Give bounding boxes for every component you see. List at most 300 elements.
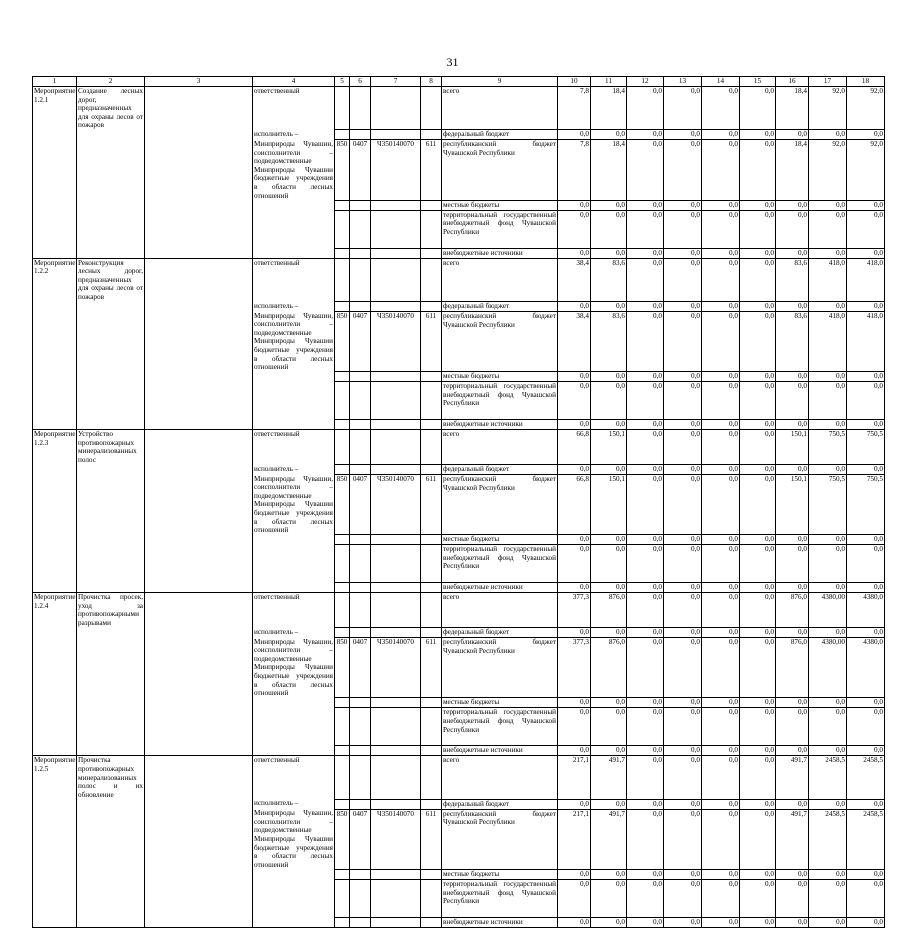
table-row [33, 545, 885, 583]
activity-code [33, 535, 77, 545]
table-row [33, 312, 885, 372]
amount-cell: 0,0 [558, 372, 591, 382]
empty-cell [145, 200, 253, 210]
amount-cell: 0,0 [591, 799, 627, 809]
amount-cell: 0,0 [664, 799, 702, 809]
activity-name [77, 210, 145, 248]
empty-cell [145, 583, 253, 593]
table-row [33, 302, 885, 312]
amount-cell: 0,0 [702, 258, 740, 301]
column-number: 11 [591, 77, 627, 87]
amount-cell: 0,0 [740, 799, 776, 809]
budget-code-rzpr [350, 593, 371, 628]
amount-cell: 0,0 [776, 698, 809, 708]
budget-code-csr [371, 302, 421, 312]
activity-code [33, 698, 77, 708]
table-row [33, 756, 885, 799]
budget-code-rzpr [350, 545, 371, 583]
amount-cell: 0,0 [847, 708, 885, 746]
amount-cell: 750,5 [809, 430, 847, 465]
amount-cell: 0,0 [847, 583, 885, 593]
activity-name: Создание лесных дорог, предназначенных для охраны лесов от пожаров [78, 87, 143, 130]
amount-cell: 0,0 [627, 628, 664, 638]
budget-code-grbs [335, 200, 350, 210]
budget-code-rzpr [350, 372, 371, 382]
financing-source: местные бюджеты [442, 372, 558, 382]
table-row [33, 140, 885, 200]
amount-cell: 0,0 [627, 140, 664, 200]
executor: ответственный [253, 430, 335, 465]
amount-cell: 0,0 [809, 545, 847, 583]
amount-cell: 0,0 [740, 465, 776, 475]
amount-cell: 0,0 [591, 879, 627, 917]
empty-cell [145, 312, 253, 372]
amount-cell: 0,0 [627, 698, 664, 708]
budget-code-rzpr [350, 130, 371, 140]
financing-source: внебюджетные источники [442, 583, 558, 593]
activity-name [77, 200, 145, 210]
activity-name [77, 708, 145, 746]
financing-source: всего [442, 756, 558, 799]
table-row [33, 210, 885, 248]
budget-code-grbs [335, 746, 350, 756]
amount-cell: 2458,5 [847, 809, 885, 869]
amount-cell: 0,0 [664, 130, 702, 140]
amount-cell: 0,0 [702, 535, 740, 545]
activity-code: Мероприятие 1.2.2 [33, 258, 77, 301]
amount-cell: 0,0 [740, 869, 776, 879]
activity-code [33, 799, 77, 809]
budget-code-grbs [335, 917, 350, 927]
activity-code [33, 312, 77, 372]
column-number: 4 [253, 77, 335, 87]
budget-code-rzpr [350, 698, 371, 708]
amount-cell: 0,0 [664, 475, 702, 535]
budget-code-vr [421, 465, 442, 475]
financing-source: территориальный государственный внебюджетный фонд Чувашской Республики [442, 879, 558, 917]
amount-cell: 0,0 [664, 879, 702, 917]
amount-cell: 0,0 [627, 312, 664, 372]
amount-cell: 0,0 [809, 583, 847, 593]
table-row [33, 258, 885, 301]
budget-code-csr [371, 593, 421, 628]
amount-cell: 0,0 [740, 248, 776, 258]
budget-code-vr [421, 200, 442, 210]
amount-cell: 0,0 [627, 583, 664, 593]
budget-code-csr [371, 200, 421, 210]
amount-cell: 0,0 [664, 140, 702, 200]
column-number: 13 [664, 77, 702, 87]
amount-cell: 18,4 [591, 87, 627, 130]
empty-cell [145, 130, 253, 140]
amount-cell: 0,0 [740, 258, 776, 301]
activity-code [33, 302, 77, 312]
budget-code-rzpr: 0407 [350, 312, 371, 372]
amount-cell: 0,0 [591, 583, 627, 593]
amount-cell: 0,0 [627, 465, 664, 475]
empty-cell [145, 628, 253, 638]
table-row [33, 628, 885, 638]
budget-code-rzpr: 0407 [350, 140, 371, 200]
column-number: 12 [627, 77, 664, 87]
amount-cell: 0,0 [809, 302, 847, 312]
amount-cell: 0,0 [740, 638, 776, 698]
budget-code-rzpr [350, 869, 371, 879]
amount-cell: 491,7 [591, 756, 627, 799]
amount-cell: 0,0 [740, 708, 776, 746]
activity-name: Прочистка просек, уход за противопожарными разрывами [78, 593, 143, 628]
amount-cell: 0,0 [558, 708, 591, 746]
budget-code-csr: Ч350140070 [371, 475, 421, 535]
amount-cell: 0,0 [809, 535, 847, 545]
amount-cell: 0,0 [740, 140, 776, 200]
amount-cell: 150,1 [591, 475, 627, 535]
amount-cell: 0,0 [702, 799, 740, 809]
amount-cell: 0,0 [847, 879, 885, 917]
amount-cell: 0,0 [776, 372, 809, 382]
budget-code-rzpr [350, 382, 371, 420]
amount-cell: 7,8 [558, 87, 591, 130]
amount-cell: 0,0 [627, 638, 664, 698]
amount-cell: 0,0 [664, 708, 702, 746]
amount-cell: 0,0 [740, 420, 776, 430]
amount-cell: 0,0 [740, 593, 776, 628]
empty-cell [145, 248, 253, 258]
budget-code-csr [371, 756, 421, 799]
amount-cell: 0,0 [664, 420, 702, 430]
amount-cell: 0,0 [591, 746, 627, 756]
amount-cell: 0,0 [627, 302, 664, 312]
executor [253, 869, 335, 879]
amount-cell: 0,0 [702, 869, 740, 879]
amount-cell: 0,0 [740, 535, 776, 545]
amount-cell: 0,0 [591, 545, 627, 583]
budget-code-rzpr [350, 708, 371, 746]
activity-code: Мероприятие 1.2.4 [33, 593, 77, 628]
budget-code-vr [421, 302, 442, 312]
amount-cell: 0,0 [558, 698, 591, 708]
financing-source: местные бюджеты [442, 698, 558, 708]
activity-code [33, 746, 77, 756]
column-number-row [33, 77, 885, 87]
column-number: 8 [421, 77, 442, 87]
budget-code-grbs: 850 [335, 140, 350, 200]
budget-code-grbs [335, 420, 350, 430]
budget-code-vr [421, 746, 442, 756]
table-row [33, 535, 885, 545]
amount-cell: 0,0 [776, 465, 809, 475]
table-row [33, 708, 885, 746]
budget-code-rzpr [350, 628, 371, 638]
budget-code-vr [421, 248, 442, 258]
financing-source: территориальный государственный внебюджетный фонд Чувашской Республики [442, 545, 558, 583]
amount-cell: 0,0 [702, 879, 740, 917]
amount-cell: 0,0 [809, 628, 847, 638]
budget-code-grbs: 850 [335, 809, 350, 869]
activity-code [33, 475, 77, 535]
amount-cell: 0,0 [591, 465, 627, 475]
activity-name [77, 698, 145, 708]
amount-cell: 0,0 [558, 420, 591, 430]
amount-cell: 0,0 [809, 248, 847, 258]
amount-cell: 0,0 [847, 799, 885, 809]
amount-cell: 0,0 [776, 535, 809, 545]
activity-code [33, 140, 77, 200]
amount-cell: 0,0 [847, 420, 885, 430]
amount-cell: 0,0 [776, 746, 809, 756]
budget-code-rzpr [350, 746, 371, 756]
budget-code-grbs [335, 583, 350, 593]
amount-cell: 0,0 [702, 248, 740, 258]
amount-cell: 0,0 [847, 130, 885, 140]
amount-cell: 0,0 [591, 535, 627, 545]
budget-code-csr [371, 87, 421, 130]
amount-cell: 0,0 [740, 130, 776, 140]
activity-name [77, 302, 145, 312]
amount-cell: 0,0 [664, 756, 702, 799]
amount-cell: 0,0 [558, 545, 591, 583]
amount-cell: 0,0 [847, 372, 885, 382]
activity-name [77, 465, 145, 475]
amount-cell: 750,5 [847, 430, 885, 465]
activity-name [77, 583, 145, 593]
budget-code-grbs [335, 382, 350, 420]
activity-code [33, 628, 77, 638]
budget-code-csr [371, 869, 421, 879]
column-number: 6 [350, 77, 371, 87]
budget-code-vr [421, 583, 442, 593]
column-number: 15 [740, 77, 776, 87]
executor: ответственный [253, 593, 335, 628]
financing-source: территориальный государственный внебюджетный фонд Чувашской Республики [442, 708, 558, 746]
amount-cell: 0,0 [809, 210, 847, 248]
amount-cell: 0,0 [740, 756, 776, 799]
budget-code-vr: 611 [421, 475, 442, 535]
empty-cell [145, 302, 253, 312]
budget-code-csr: Ч350140070 [371, 140, 421, 200]
budget-code-grbs [335, 372, 350, 382]
empty-cell [145, 420, 253, 430]
column-number: 10 [558, 77, 591, 87]
budget-code-grbs [335, 258, 350, 301]
amount-cell: 92,0 [809, 140, 847, 200]
amount-cell: 0,0 [702, 638, 740, 698]
executor [253, 210, 335, 248]
amount-cell: 0,0 [664, 465, 702, 475]
empty-cell [145, 746, 253, 756]
amount-cell: 491,7 [591, 809, 627, 869]
amount-cell: 0,0 [664, 312, 702, 372]
budget-code-rzpr [350, 258, 371, 301]
executor [253, 382, 335, 420]
amount-cell: 4380,0 [847, 593, 885, 628]
activity-name [77, 917, 145, 927]
amount-cell: 0,0 [847, 302, 885, 312]
budget-code-csr [371, 420, 421, 430]
budget-code-grbs [335, 248, 350, 258]
activity-code [33, 708, 77, 746]
amount-cell: 0,0 [627, 258, 664, 301]
amount-cell: 0,0 [847, 248, 885, 258]
budget-code-grbs [335, 879, 350, 917]
column-number: 3 [145, 77, 253, 87]
amount-cell: 0,0 [591, 917, 627, 927]
table-row [33, 583, 885, 593]
executor: Минприроды Чувашии, соисполнители – подведомственные Минприроды Чувашии бюджетные учреждения в области лесных отношений [254, 311, 333, 372]
amount-cell: 0,0 [702, 593, 740, 628]
budget-code-csr [371, 535, 421, 545]
budget-code-vr [421, 430, 442, 465]
amount-cell: 0,0 [558, 799, 591, 809]
budget-code-vr: 611 [421, 809, 442, 869]
activity-name [77, 312, 145, 372]
financing-source: местные бюджеты [442, 535, 558, 545]
activity-name [77, 382, 145, 420]
financing-source: внебюджетные источники [442, 420, 558, 430]
amount-cell: 0,0 [558, 210, 591, 248]
activity-code [33, 210, 77, 248]
amount-cell: 0,0 [847, 465, 885, 475]
amount-cell: 0,0 [627, 708, 664, 746]
amount-cell: 0,0 [776, 583, 809, 593]
amount-cell: 0,0 [558, 879, 591, 917]
budget-code-grbs: 850 [335, 638, 350, 698]
financing-source: федеральный бюджет [442, 130, 558, 140]
amount-cell: 0,0 [627, 869, 664, 879]
activity-name [77, 879, 145, 917]
amount-cell: 0,0 [776, 210, 809, 248]
table-row [33, 87, 885, 130]
amount-cell: 0,0 [664, 382, 702, 420]
amount-cell: 0,0 [809, 746, 847, 756]
amount-cell: 0,0 [740, 917, 776, 927]
amount-cell: 0,0 [664, 210, 702, 248]
activity-code: Мероприятие 1.2.3 [33, 430, 77, 465]
column-number: 5 [335, 77, 350, 87]
table-row [33, 248, 885, 258]
budget-code-vr [421, 258, 442, 301]
amount-cell: 377,3 [558, 638, 591, 698]
amount-cell: 92,0 [809, 87, 847, 130]
activity-name [77, 809, 145, 869]
table-row [33, 420, 885, 430]
budget-code-grbs [335, 210, 350, 248]
executor: исполнитель – [253, 302, 335, 312]
amount-cell: 0,0 [664, 809, 702, 869]
budget-code-grbs [335, 465, 350, 475]
activity-code [33, 130, 77, 140]
amount-cell: 0,0 [627, 200, 664, 210]
budget-code-rzpr: 0407 [350, 475, 371, 535]
executor: Минприроды Чувашии, соисполнители – подведомственные Минприроды Чувашии бюджетные учреждения в области лесных отношений [254, 809, 333, 869]
amount-cell: 0,0 [740, 312, 776, 372]
amount-cell: 0,0 [847, 917, 885, 927]
amount-cell: 0,0 [558, 200, 591, 210]
amount-cell: 0,0 [627, 210, 664, 248]
empty-cell [145, 809, 253, 869]
amount-cell: 0,0 [776, 869, 809, 879]
activity-code [33, 420, 77, 430]
budget-code-rzpr [350, 248, 371, 258]
budget-code-csr: Ч350140070 [371, 809, 421, 869]
column-number: 2 [77, 77, 145, 87]
amount-cell: 0,0 [702, 708, 740, 746]
empty-cell [145, 535, 253, 545]
executor: исполнитель – [253, 465, 335, 475]
amount-cell: 876,0 [591, 593, 627, 628]
financing-source: республиканский бюджет Чувашской Республики [442, 475, 558, 535]
amount-cell: 83,6 [591, 312, 627, 372]
amount-cell: 0,0 [847, 746, 885, 756]
budget-code-csr [371, 258, 421, 301]
amount-cell: 38,4 [558, 312, 591, 372]
budget-code-csr [371, 879, 421, 917]
executor [253, 420, 335, 430]
budget-code-rzpr: 0407 [350, 809, 371, 869]
budget-code-rzpr [350, 535, 371, 545]
financing-source: федеральный бюджет [442, 302, 558, 312]
amount-cell: 2458,5 [809, 809, 847, 869]
activity-code [33, 545, 77, 583]
amount-cell: 0,0 [776, 628, 809, 638]
budget-code-vr [421, 917, 442, 927]
column-number: 7 [371, 77, 421, 87]
table-row [33, 465, 885, 475]
empty-cell [145, 382, 253, 420]
budget-code-csr [371, 698, 421, 708]
amount-cell: 0,0 [627, 382, 664, 420]
amount-cell: 0,0 [664, 545, 702, 583]
budget-code-grbs [335, 302, 350, 312]
amount-cell: 0,0 [847, 545, 885, 583]
financing-source: всего [442, 258, 558, 301]
table-row [33, 879, 885, 917]
financing-source: внебюджетные источники [442, 917, 558, 927]
budget-code-csr [371, 746, 421, 756]
activity-code [33, 248, 77, 258]
amount-cell: 83,6 [591, 258, 627, 301]
budget-code-csr [371, 210, 421, 248]
financing-source: территориальный государственный внебюджетный фонд Чувашской Республики [442, 210, 558, 248]
activity-code [33, 917, 77, 927]
activity-name [77, 372, 145, 382]
budget-code-csr [371, 382, 421, 420]
activity-name [77, 746, 145, 756]
financing-source: местные бюджеты [442, 869, 558, 879]
budget-code-vr [421, 756, 442, 799]
budget-code-grbs [335, 869, 350, 879]
budget-code-csr [371, 799, 421, 809]
amount-cell: 0,0 [702, 756, 740, 799]
budget-code-rzpr [350, 302, 371, 312]
empty-cell [145, 140, 253, 200]
amount-cell: 0,0 [627, 535, 664, 545]
empty-cell [145, 917, 253, 927]
budget-code-rzpr: 0407 [350, 638, 371, 698]
amount-cell: 0,0 [740, 545, 776, 583]
budget-code-rzpr [350, 200, 371, 210]
amount-cell: 0,0 [847, 382, 885, 420]
budget-code-grbs [335, 628, 350, 638]
executor: ответственный [253, 756, 335, 799]
amount-cell: 0,0 [627, 746, 664, 756]
column-number: 18 [847, 77, 885, 87]
amount-cell: 0,0 [809, 799, 847, 809]
amount-cell: 0,0 [776, 382, 809, 420]
executor: Минприроды Чувашии, соисполнители – подведомственные Минприроды Чувашии бюджетные учреждения в области лесных отношений [254, 637, 333, 698]
amount-cell: 876,0 [591, 638, 627, 698]
table-row [33, 430, 885, 465]
